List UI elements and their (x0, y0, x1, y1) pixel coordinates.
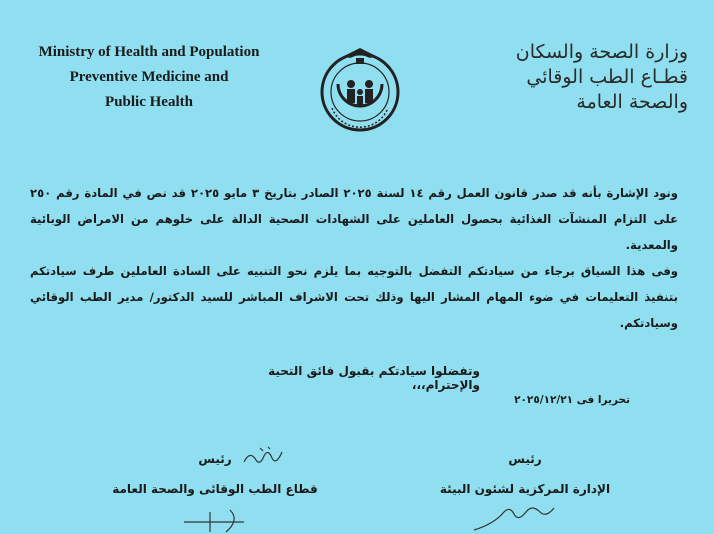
sector-name-en-line2: Public Health (105, 94, 193, 110)
ministry-name-ar: وزارة الصحة والسكان (515, 41, 688, 63)
sector-name-ar-line1: قطـاع الطب الوقائي (526, 66, 688, 88)
signature-title-right: رئيس (508, 452, 542, 466)
sector-name-en-line1: Preventive Medicine and (69, 69, 229, 85)
signature-block-left (95, 452, 335, 496)
signature-dept-left: قطاع الطب الوقائى والصحة العامة (112, 482, 318, 496)
handwritten-initial-left (240, 444, 290, 470)
ministry-emblem-icon (314, 44, 406, 136)
letter-paragraph-2: وفى هذا السياق برجاء من سيادتكم التفضل بالتوجيه بما يلزم نحو التنبيه على السادة العاملين طرف سيادتكم بتنفيذ التعليمات في ضوء المهام المشار اليها وذلك تحت الاشراف المباشر للسيد الدكتور/ مدير الطب الوقائي وسيادتكم. (30, 264, 678, 330)
letter-paragraph-1: ونود الإشارة بأنه قد صدر قانون العمل رقم ١٤ لسنة ٢٠٢٥ الصادر بتاريخ ٣ مايو ٢٠٢٥ قد نص في المادة رقم ٢٥٠ على التزام المنشآت الغذائية بحصول العاملين على الشهادات الصحية الدالة على خلوهم من الامراض الوبائية والمعدية. (30, 186, 678, 252)
signature-dept-right: الإدارة المركزية لشئون البيئة (439, 482, 611, 496)
sector-name-ar-line2: والصحة العامة (576, 91, 688, 113)
header-english (14, 40, 284, 115)
signature-title-left: رئيس (198, 452, 232, 466)
handwritten-signature-right (470, 500, 560, 534)
header-arabic (458, 40, 688, 115)
signature-block-right (405, 452, 645, 496)
letter-body (30, 180, 678, 336)
letter-date: تحريرا فى ٢٠٢٥/١٢/٢١ (514, 394, 630, 406)
letter-closing: وتفضلوا سيادتكم بقبول فائق التحية والإحترام،،، (268, 364, 480, 392)
handwritten-signature-left (180, 508, 270, 534)
ministry-name-en: Ministry of Health and Population (38, 44, 260, 60)
